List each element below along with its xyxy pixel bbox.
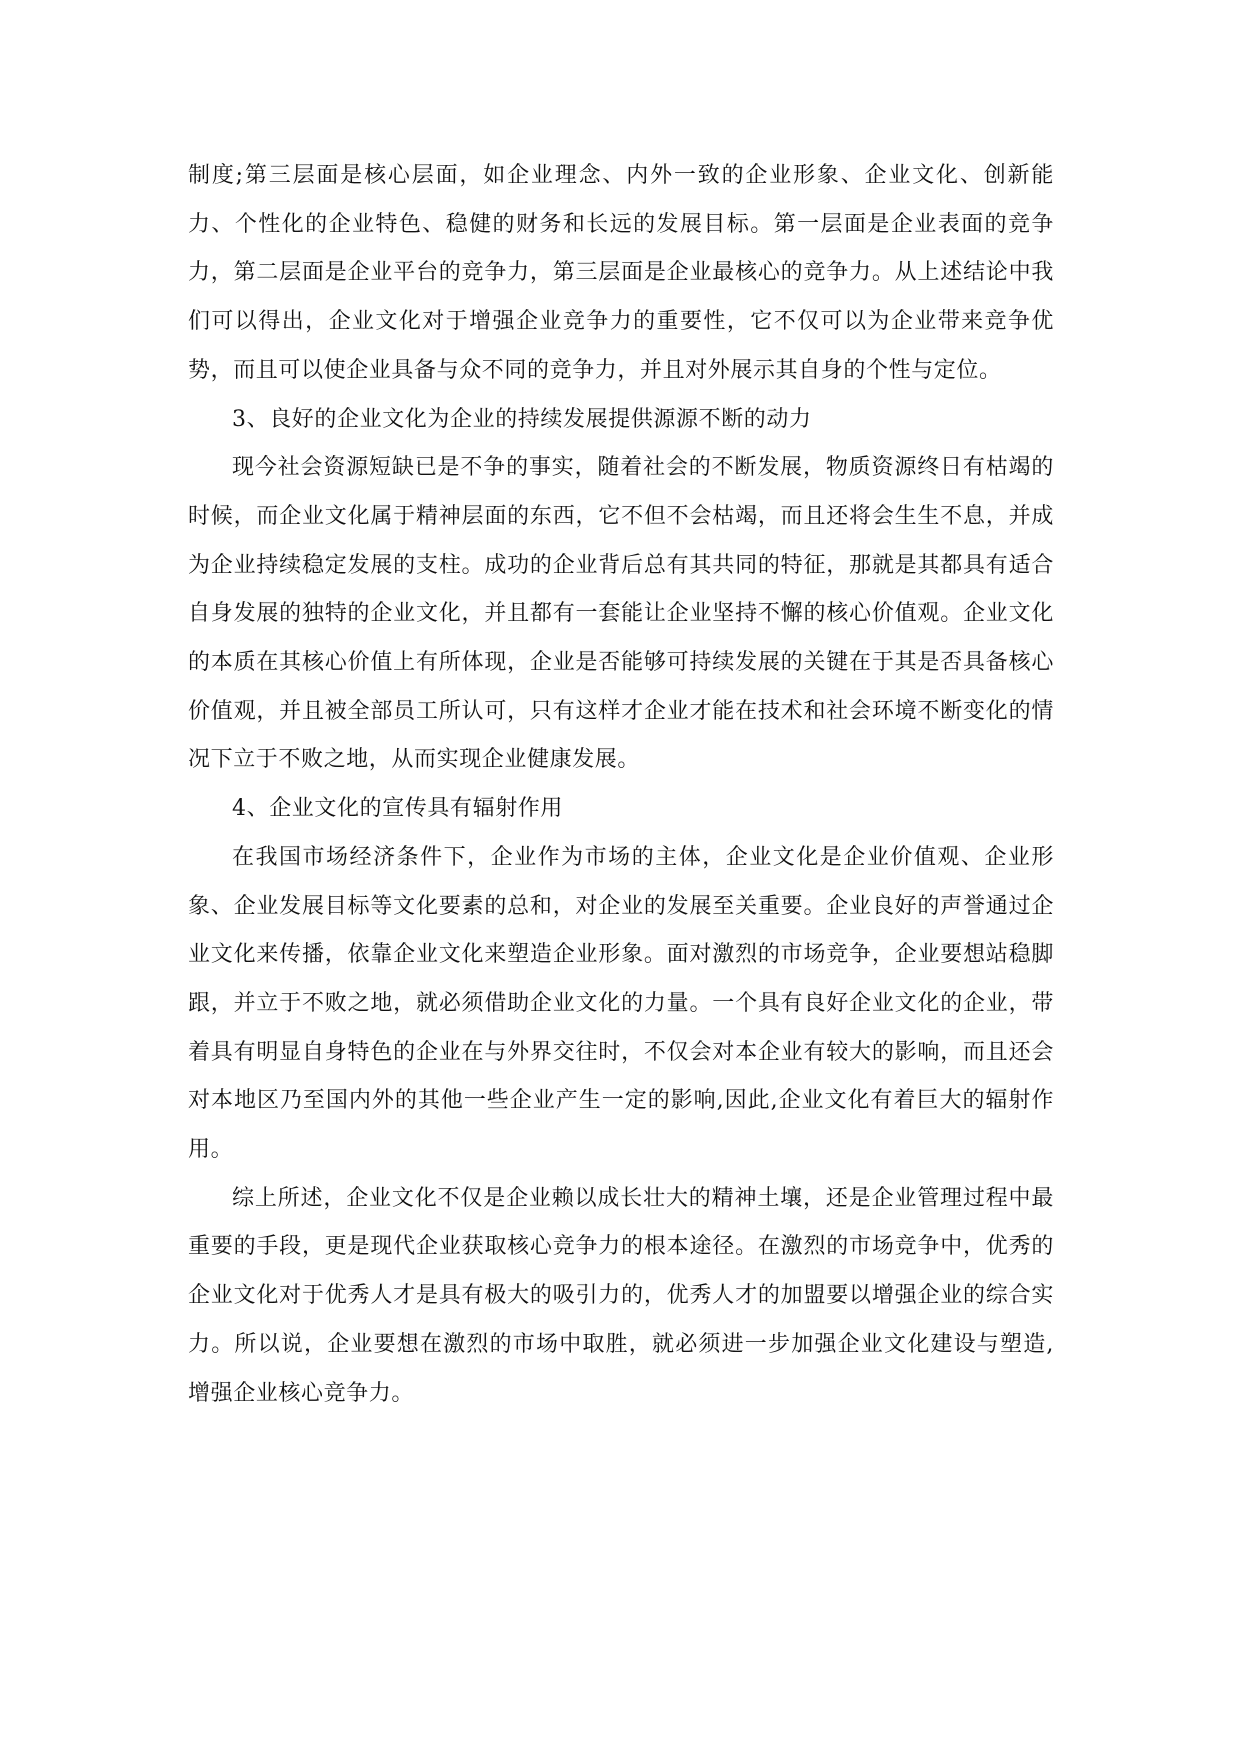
body-paragraph: 制度;第三层面是核心层面，如企业理念、内外一致的企业形象、企业文化、创新能力、个性化的企业特色、稳健的财务和长远的发展目标。第一层面是企业表面的竞争力，第二层面是企业平台的竞争力，第三层面是企业最核心的竞争力。从上述结论中我们可以得出，企业文化对于增强企业竞争力的重要性，它不仅可以为企业带来竞争优势，而且可以使企业具备与众不同的竞争力，并且对外展示其自身的个性与定位。 [188, 163, 1054, 383]
section-heading-3: 3、良好的企业文化为企业的持续发展提供源源不断的动力 [232, 406, 812, 432]
conclusion-paragraph: 综上所述，企业文化不仅是企业赖以成长壮大的精神土壤，还是企业管理过程中最重要的手段，更是现代企业获取核心竞争力的根本途径。在激烈的市场竞争中，优秀的企业文化对于优秀人才是具有极大的吸引力的，优秀人才的加盟要以增强企业的综合实力。所以说，企业要想在激烈的市场中取胜，就必须进一步加强企业文化建设与塑造,增强企业核心竞争力。 [188, 1185, 1054, 1406]
document-body [188, 152, 1054, 1418]
body-paragraph: 在我国市场经济条件下，企业作为市场的主体，企业文化是企业价值观、企业形象、企业发展目标等文化要素的总和，对企业的发展至关重要。企业良好的声誉通过企业文化来传播，依靠企业文化来塑造企业形象。面对激烈的市场竞争，企业要想站稳脚跟，并立于不败之地，就必须借助企业文化的力量。一个具有良好企业文化的企业，带着具有明显自身特色的企业在与外界交往时，不仅会对本企业有较大的影响，而且还会对本地区乃至国内外的其他一些企业产生一定的影响,因此,企业文化有着巨大的辐射作用。 [188, 844, 1054, 1163]
body-paragraph: 现今社会资源短缺已是不争的事实，随着社会的不断发展，物质资源终日有枯竭的时候，而企业文化属于精神层面的东西，它不但不会枯竭，而且还将会生生不息，并成为企业持续稳定发展的支柱。成功的企业背后总有其共同的特征，那就是其都具有适合自身发展的独特的企业文化，并且都有一套能让企业坚持不懈的核心价值观。企业文化的本质在其核心价值上有所体现，企业是否能够可持续发展的关键在于其是否具备核心价值观，并且被全部员工所认可，只有这样才企业才能在技术和社会环境不断变化的情况下立于不败之地，从而实现企业健康发展。 [188, 455, 1054, 773]
section-heading-4: 4、企业文化的宣传具有辐射作用 [232, 796, 563, 822]
